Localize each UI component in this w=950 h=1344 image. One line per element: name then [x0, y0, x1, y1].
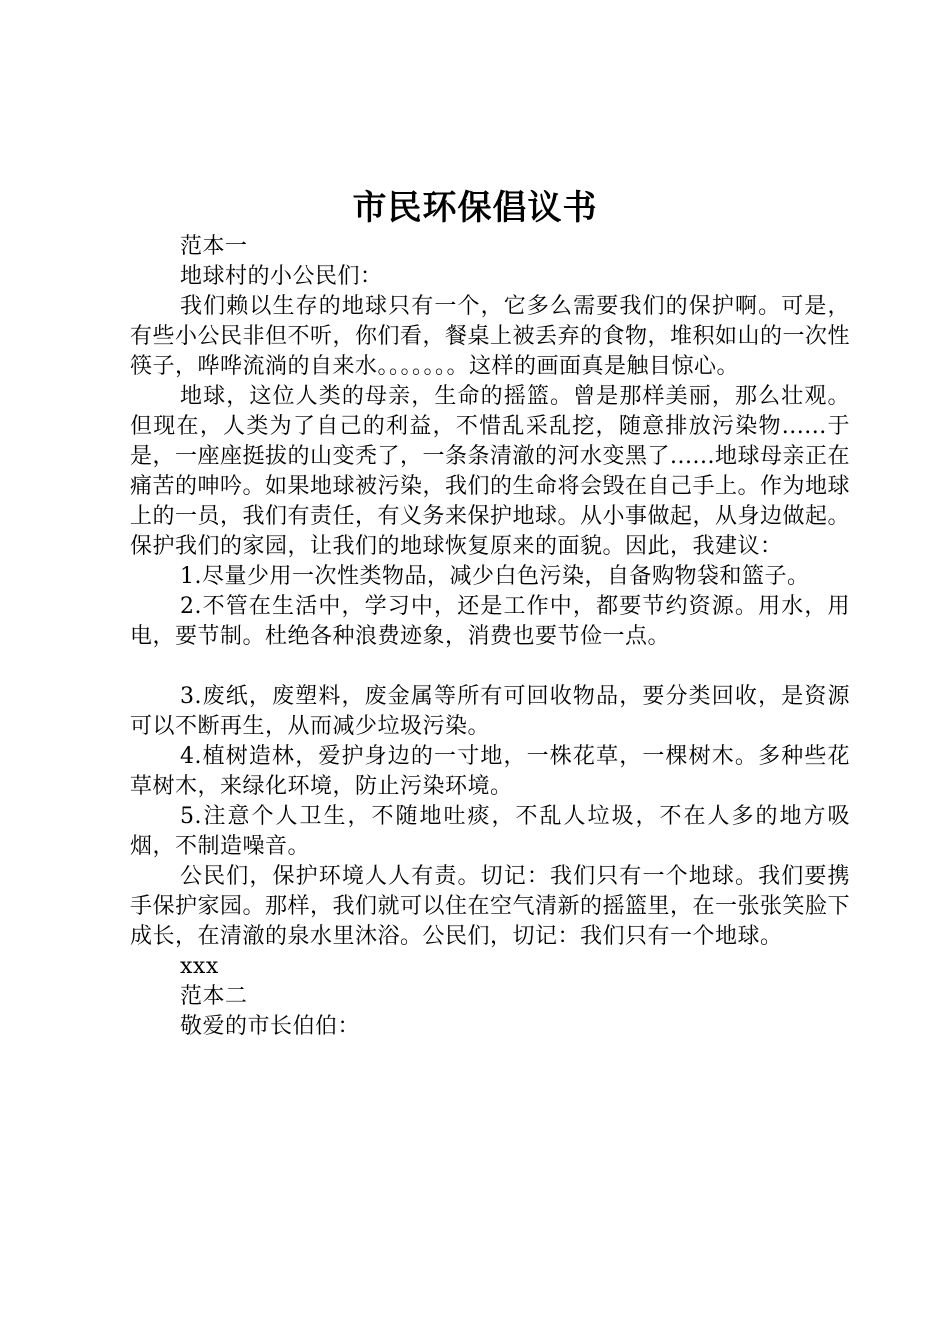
document-title: 市民环保倡议书 — [352, 188, 598, 228]
document-body — [130, 232, 850, 1042]
signature: xxx — [180, 954, 219, 979]
closing-paragraph: 公民们，保护环境人人有责。切记：我们只有一个地球。我们要携手保护家园。那样，我们就可以住在空气清新的摇篮里，在一张张笑脸下成长，在清澈的泉水里沐浴。公民们，切记：我们只有一个地球。 — [130, 864, 851, 949]
proposal-item: 1.尽量少用一次性类物品，减少白色污染，自备购物袋和篮子。 — [180, 564, 810, 589]
body-paragraph: 我们赖以生存的地球只有一个，它多么需要我们的保护啊。可是，有些小公民非但不听，你们看，餐桌上被丢弃的食物，堆积如山的一次性筷子，哗哗流淌的自来水。。。。。。。这样的画面真是触目惊心。 — [130, 294, 851, 379]
section-label: 范本二 — [180, 984, 248, 1009]
salutation: 敬爱的市长伯伯： — [180, 1014, 361, 1039]
proposal-item: 2.不管在生活中，学习中，还是工作中，都要节约资源。用水，用电，要节制。杜绝各种浪费迹象，消费也要节俭一点。 — [130, 594, 850, 649]
proposal-item: 3.废纸，废塑料，废金属等所有可回收物品，要分类回收，是资源可以不断再生，从而减少垃圾污染。 — [130, 684, 850, 739]
proposal-item: 4.植树造林，爱护身边的一寸地，一株花草，一棵树木。多种些花草树木，来绿化环境，防止污染环境。 — [130, 744, 850, 799]
proposal-item: 5.注意个人卫生，不随地吐痰，不乱人垃圾，不在人多的地方吸烟，不制造噪音。 — [130, 804, 850, 859]
section-label: 范本一 — [180, 234, 248, 259]
body-paragraph: 地球，这位人类的母亲，生命的摇篮。曾是那样美丽，那么壮观。但现在，人类为了自己的利益，不惜乱采乱挖，随意排放污染物......于是，一座座挺拔的山变秃了，一条条清澈的河水变黑了......地球母亲正在痛苦的呻吟。如果地球被污染，我们的生命将会毁在自己手上。作为地球上的一员，我们有责任，有义务来保护地球。从小事做起，从身边做起。保护我们的家园，让我们的地球恢复原来的面貌。因此，我建议： — [130, 384, 851, 559]
salutation: 地球村的小公民们： — [180, 264, 383, 289]
